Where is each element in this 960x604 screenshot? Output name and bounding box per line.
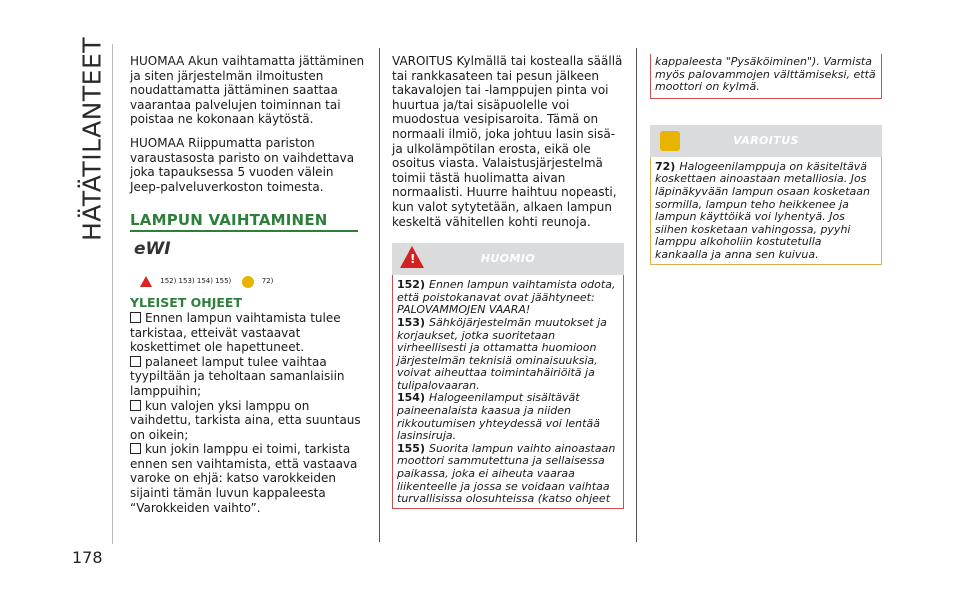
chapter-title-text: HÄTÄTILANTEET: [77, 36, 107, 242]
reference-row: [140, 274, 365, 292]
note-entry: 154) Halogeenilamput sisältävät paineenalaista kaasua ja niiden rikkoutumisen yhteydessä voi lentää lasinsiruja.: [397, 391, 600, 443]
banner-label: HUOMIO: [480, 252, 536, 266]
checkbox-bullet-icon: [130, 356, 141, 367]
checkbox-bullet-icon: [130, 443, 141, 454]
note-entry: 72) Halogeenilamppuja on käsiteltävä koskettaen ainoastaan metalliosia. Jos läpinäkyvään lampun osaan kosketaan sormilla, lampun teho heikkenee ja lampun käyttöikä voi lyhentyä. Jos siihen kosketaan vahingossa, pyyhi lamppu alkoholiin kostutetulla kankaalla ja anna sen kuivua.: [655, 159, 870, 261]
banner-label: VAROITUS: [733, 133, 799, 147]
checkbox-bullet-icon: [130, 312, 141, 323]
section-heading: LAMPUN VAIHTAMINEN: [130, 211, 328, 230]
page-number: 178: [72, 548, 103, 567]
note-entry: 155) Suorita lampun vaihto ainoastaan moottori sammutettuna ja sellaisessa paikassa, joka ei aiheuta vaaraa liikenteelle ja jossa se voidaan vaihtaa turvallisissa olosuhteissa (katso ohjeet: [397, 441, 616, 506]
subsection-heading: YLEISET OHJEET: [130, 295, 242, 311]
caution-banner: [650, 125, 882, 157]
electronics-icon-row: [132, 239, 365, 268]
list-item: Ennen lampun vaihtamista tulee tarkistaa, etteivät vastaavat koskettimet ole hapettuneet.: [130, 310, 341, 355]
column-separator: [636, 48, 637, 542]
paragraph: HUOMAA Riippumatta pariston varaustasosta paristo on vaihdettava joka tapauksessa 5 vuoden välein Jeep-palveluverkoston toimesta.: [130, 135, 355, 194]
caution-ref: 72): [261, 277, 274, 286]
paragraph: HUOMAA Akun vaihtamatta jättäminen ja siten järjestelmän ilmoitusten noudattamatta jättäminen saattaa vaarantaa palvelujen toiminnan tai poistaa ne kokonaan käytöstä.: [130, 54, 365, 127]
caution-icon: [242, 276, 254, 288]
note-entry: 152) Ennen lampun vaihtamista odota, että poistokanavat ovat jäähtyneet: PALOVAMMOJEN VAARA!: [397, 278, 616, 317]
column-separator: [379, 48, 380, 542]
bullet-list: [130, 311, 365, 515]
attention-box: [392, 275, 624, 509]
note-entry: 153) Sähköjärjestelmän muutokset ja korjaukset, jotka suoritetaan virheellisesti ja ottamatta huomioon järjestelmän teknisiä ominaisuuksia, voivat aiheuttaa toimintahäiriöitä ja tulipalovaaran.: [397, 315, 607, 392]
checkbox-bullet-icon: [130, 400, 141, 411]
warning-icon: [140, 276, 152, 287]
warning-refs: 152) 153) 154) 155): [160, 277, 232, 286]
column-right: [650, 54, 882, 265]
wireless-icon: eWI: [134, 239, 171, 260]
chapter-divider: [112, 44, 113, 544]
side-chapter-title: [72, 36, 112, 242]
list-item: kun valojen yksi lamppu on vaihdettu, tarkista aina, etta suuntaus on oikein;: [130, 398, 361, 442]
list-item: kun jokin lamppu ei toimi, tarkista ennen sen vaihtamista, että vastaava varoke on ehjä: katso varokkeiden sijainti tämän luvun kappaleesta “Varokkeiden vaihto”.: [130, 442, 358, 515]
column-middle: [392, 54, 624, 509]
continued-note: kappaleesta "Pysäköiminen"). Varmista myös palovammojen välttämiseksi, että moottori on kylmä.: [650, 54, 882, 99]
attention-banner: [392, 243, 624, 275]
heading-rule: [130, 230, 358, 232]
paragraph: VAROITUS Kylmällä tai kostealla säällä tai rankkasateen tai pesun jälkeen takavalojen tai -lamppujen pinta voi huurtua ja/tai sisäpuolelle voi muodostua vesipisaroita. Tämä on normaali ilmiö, joka johtuu lasin sisä- ja ulkolämpötilan erosta, eikä ole osoitus viasta. Valaistusjärjestelmä toimii tästä huolimatta aivan normaalisti. Huurre haihtuu nopeasti, kun valot sytytetään, alkaen lampun keskeltä vähitellen kohti reunoja.: [392, 54, 623, 229]
column-left: [130, 54, 365, 515]
list-item: palaneet lamput tulee vaihtaa tyypiltään ja teholtaan samanlaisiin lamppuihin;: [130, 354, 345, 398]
caution-box: [650, 157, 882, 265]
